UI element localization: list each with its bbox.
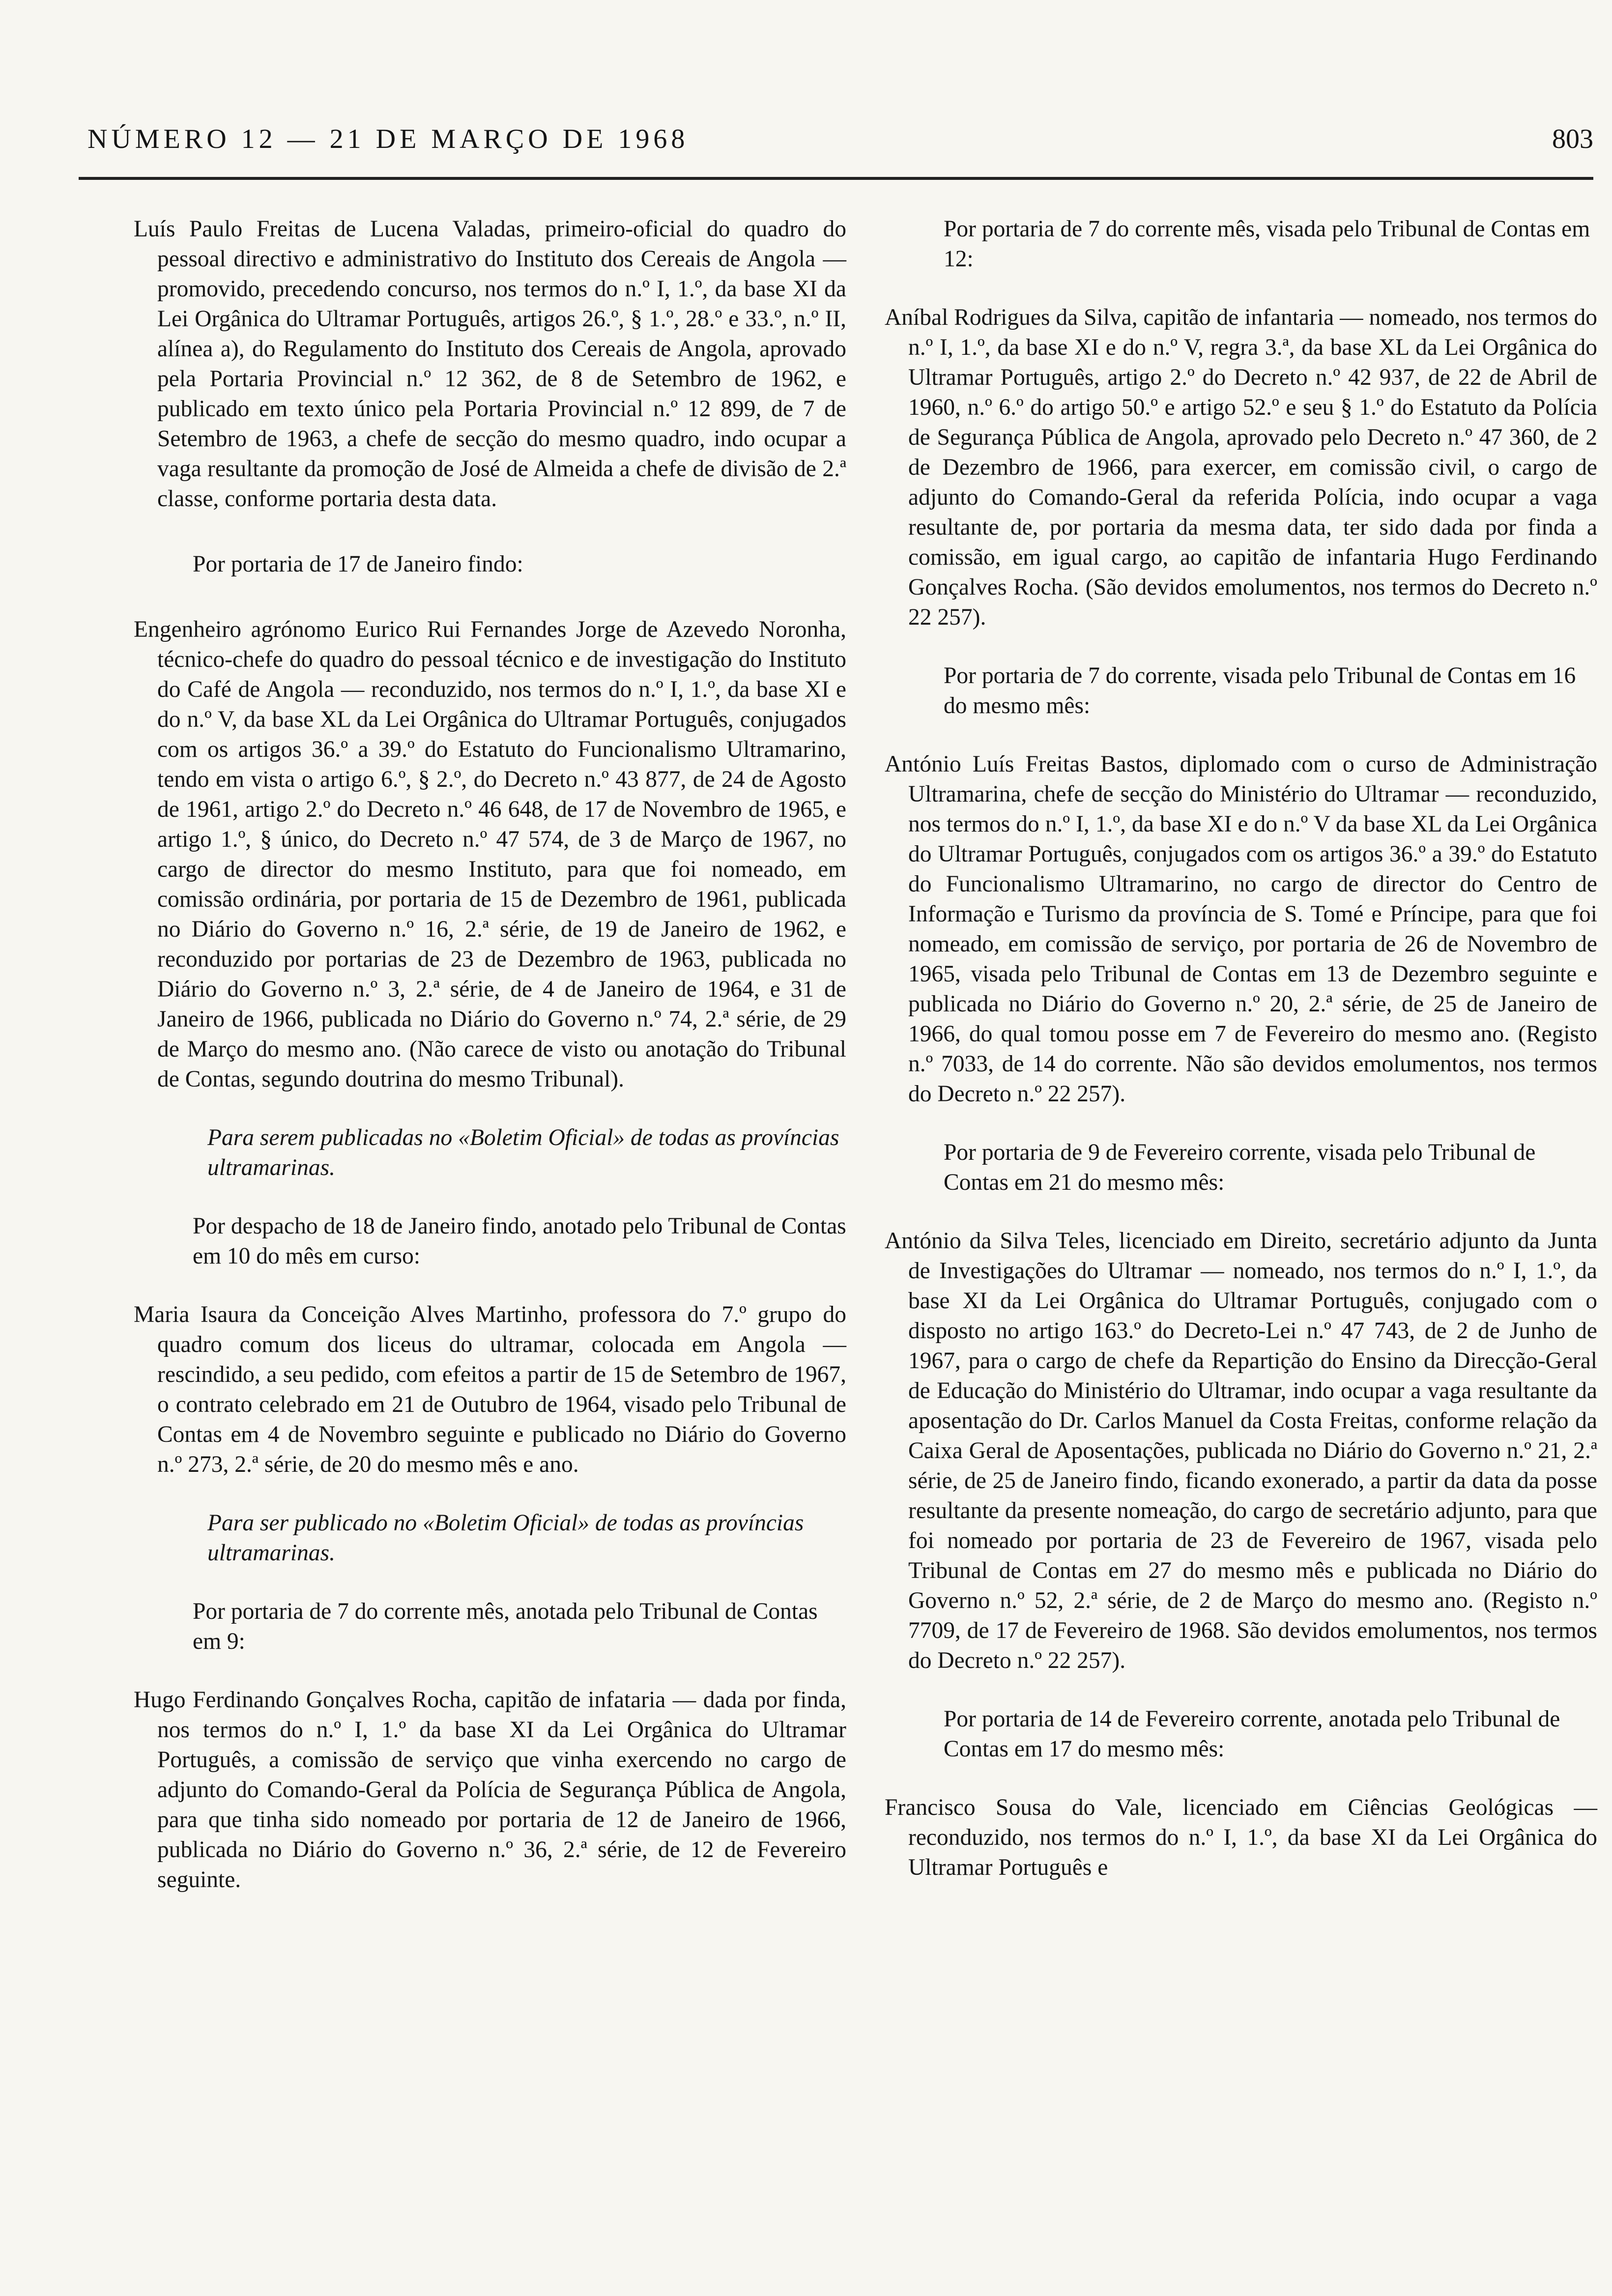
entry-martinho: Maria Isaura da Conceição Alves Martinho, professora do 7.º grupo do quadro comum dos liceus do ultramar, colocada em Angola — rescindido, a seu pedido, com efeitos a partir de 15 de Setembro de 1967, o contrato celebrado em 21 de Outubro de 1964, visado pelo Tribunal de Contas em 4 de Novembro seguinte e publicado no Diário do Governo n.º 273, 2.ª série, de 20 do mesmo mês e ano. [134, 1302, 846, 1477]
heading-portaria-7-visada-16: Por portaria de 7 do corrente, visada pelo Tribunal de Contas em 16 do mesmo mês: [944, 663, 1576, 718]
right-column [885, 214, 1597, 1883]
heading-portaria-7-anotada: Por portaria de 7 do corrente mês, anotada pelo Tribunal de Contas em 9: [193, 1599, 818, 1654]
heading-despacho-18-janeiro: Por despacho de 18 de Janeiro findo, anotado pelo Tribunal de Contas em 10 do mês em curso: [193, 1213, 846, 1269]
entry-vale: Francisco Sousa do Vale, licenciado em Ciências Geológicas — reconduzido, nos termos do n.º I, 1.º, da base XI da Lei Orgânica do Ultramar Português e [885, 1795, 1597, 1880]
entry-rocha: Hugo Ferdinando Gonçalves Rocha, capitão de infataria — dada por finda, nos termos do n.º I, 1.º da base XI da Lei Orgânica do Ultramar Português, a comissão de serviço que vinha exercendo no cargo de adjunto do Comando-Geral da Polícia de Segurança Pública de Angola, para que tinha sido nomeado por portaria de 12 de Janeiro de 1966, publicada no Diário do Governo n.º 36, 2.ª série, de 12 de Fevereiro seguinte. [134, 1687, 846, 1893]
notice-boletim-oficial-plural: Para serem publicadas no «Boletim Oficial» de todas as províncias ultramarinas. [207, 1125, 839, 1180]
heading-portaria-9-fevereiro: Por portaria de 9 de Fevereiro corrente, visada pelo Tribunal de Contas em 21 do mesmo mês: [944, 1140, 1536, 1195]
heading-portaria-14-fevereiro: Por portaria de 14 de Fevereiro corrente, anotada pelo Tribunal de Contas em 17 do mesmo mês: [944, 1706, 1560, 1762]
running-head: NÚMERO 12 — 21 DE MARÇO DE 1968 [87, 124, 689, 154]
entry-bastos: António Luís Freitas Bastos, diplomado com o curso de Administração Ultramarina, chefe de secção do Ministério do Ultramar — reconduzido, nos termos do n.º I, 1.º, da base XI e do n.º V da base XL da Lei Orgânica do Ultramar Português, conjugados com os artigos 36.º a 39.º do Estatuto do Funcionalismo Ultramarino, no cargo de director do Centro de Informação e Turismo da província de S. Tomé e Príncipe, para que foi nomeado, em comissão de serviço, por portaria de 26 de Novembro de 1965, visada pelo Tribunal de Contas em 13 de Dezembro seguinte e publicada no Diário do Governo n.º 20, 2.ª série, de 25 de Janeiro de 1966, do qual tomou posse em 7 de Fevereiro do mesmo ano. (Registo n.º 7033, de 14 do corrente. Não são devidos emolumentos, nos termos do Decreto n.º 22 257). [885, 751, 1597, 1107]
notice-boletim-oficial-singular: Para ser publicado no «Boletim Oficial» de todas as províncias ultramarinas. [207, 1510, 804, 1566]
page-number: 803 [1552, 124, 1593, 154]
entry-valadas: Luís Paulo Freitas de Lucena Valadas, primeiro-oficial do quadro do pessoal directivo e administrativo do Instituto dos Cereais de Angola — promovido, precedendo concurso, nos termos do n.º I, 1.º, da base XI da Lei Orgânica do Ultramar Português, artigos 26.º, § 1.º, 28.º e 33.º, n.º II, alínea a), do Regulamento do Instituto dos Cereais de Angola, aprovado pela Portaria Provincial n.º 12 362, de 8 de Setembro de 1962, e publicado em texto único pela Portaria Provincial n.º 12 899, de 7 de Setembro de 1963, a chefe de secção do mesmo quadro, indo ocupar a vaga resultante da promoção de José de Almeida a chefe de divisão de 2.ª classe, conforme portaria desta data. [134, 216, 846, 512]
entry-silva: Aníbal Rodrigues da Silva, capitão de infantaria — nomeado, nos termos do n.º I, 1.º, da base XI e do n.º V, regra 3.ª, da base XL da Lei Orgânica do Ultramar Português, artigo 2.º do Decreto n.º 42 937, de 22 de Abril de 1960, n.º 6.º do artigo 50.º e artigo 52.º e seu § 1.º do Estatuto da Polícia de Segurança Pública de Angola, aprovado pelo Decreto n.º 47 360, de 2 de Dezembro de 1966, para exercer, em comissão civil, o cargo de adjunto do Comando-Geral da referida Polícia, indo ocupar a vaga resultante de, por portaria da mesma data, ter sido dada por finda a comissão, em igual cargo, ao capitão de infantaria Hugo Ferdinando Gonçalves Rocha. (São devidos emolumentos, nos termos do Decreto n.º 22 257). [885, 305, 1597, 630]
left-column [134, 214, 846, 1895]
entry-teles: António da Silva Teles, licenciado em Direito, secretário adjunto da Junta de Investigações do Ultramar — nomeado, nos termos do n.º I, 1.º, da base XI da Lei Orgânica do Ultramar Português, conjugado com o disposto no artigo 163.º do Decreto-Lei n.º 47 743, de 2 de Junho de 1967, para o cargo de chefe da Repartição do Ensino da Direcção-Geral de Educação do Ministério do Ultramar, indo ocupar a vaga resultante da aposentação do Dr. Carlos Manuel da Costa Freitas, conforme relação da Caixa Geral de Aposentações, publicada no Diário do Governo n.º 21, 2.ª série, de 25 de Janeiro findo, ficando exonerado, a partir da data da posse resultante da presente nomeação, do cargo de secretário adjunto, para que foi nomeado por portaria de 23 de Fevereiro de 1967, visada pelo Tribunal de Contas em 27 do mesmo mês e publicada no Diário do Governo n.º 52, 2.ª série, de 2 de Março do mesmo ano. (Registo n.º 7709, de 17 de Fevereiro de 1968. São devidos emolumentos, nos termos do Decreto n.º 22 257). [885, 1228, 1597, 1673]
heading-portaria-17-janeiro: Por portaria de 17 de Janeiro findo: [193, 551, 523, 577]
header-rule [79, 177, 1593, 180]
entry-noronha: Engenheiro agrónomo Eurico Rui Fernandes Jorge de Azevedo Noronha, técnico-chefe do quadro do pessoal técnico e de investigação do Instituto do Café de Angola — reconduzido, nos termos do n.º I, 1.º, da base XI e do n.º V, da base XL da Lei Orgânica do Ultramar Português, conjugados com os artigos 36.º a 39.º do Estatuto do Funcionalismo Ultramarino, tendo em vista o artigo 6.º, § 2.º, do Decreto n.º 43 877, de 24 de Agosto de 1961, artigo 2.º do Decreto n.º 46 648, de 17 de Novembro de 1965, e artigo 1.º, § único, do Decreto n.º 47 574, de 3 de Março de 1967, no cargo de director do mesmo Instituto, para que foi nomeado, em comissão ordinária, por portaria de 15 de Dezembro de 1961, publicada no Diário do Governo n.º 16, 2.ª série, de 19 de Janeiro de 1962, e reconduzido por portarias de 23 de Dezembro de 1963, publicada no Diário do Governo n.º 3, 2.ª série, de 4 de Janeiro de 1964, e 31 de Janeiro de 1966, publicada no Diário do Governo n.º 74, 2.ª série, de 29 de Março do mesmo ano. (Não carece de visto ou anotação do Tribunal de Contas, segundo doutrina do mesmo Tribunal). [134, 617, 846, 1092]
page-header [79, 122, 1593, 156]
heading-portaria-7-visada-12: Por portaria de 7 do corrente mês, visada pelo Tribunal de Contas em 12: [944, 216, 1590, 272]
